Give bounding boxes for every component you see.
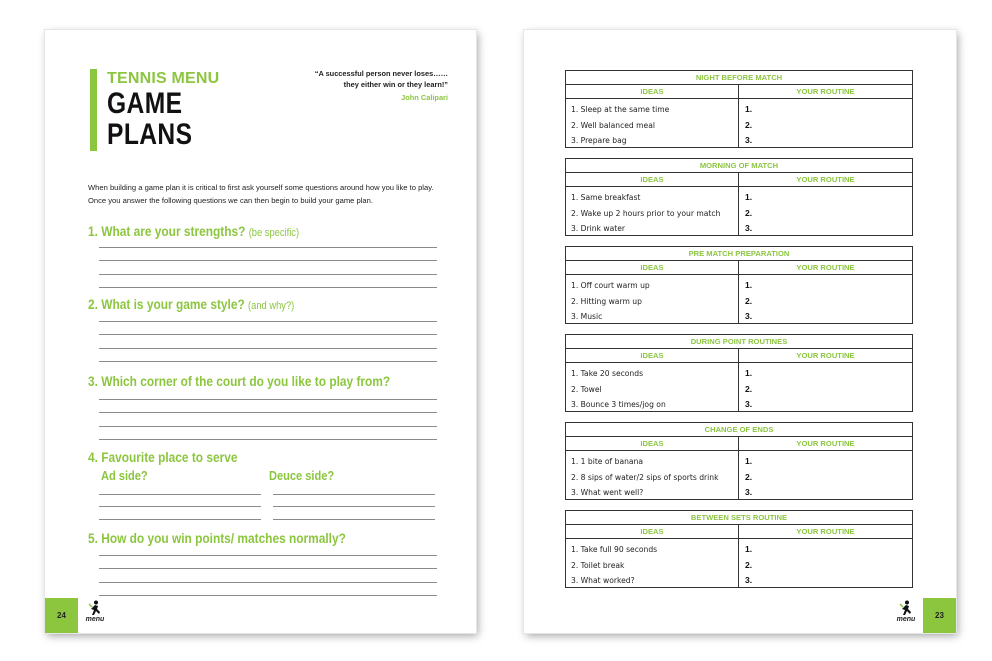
idea-item: 3. What went well? [571,488,644,497]
routine-title: PRE MATCH PREPARATION [566,247,912,261]
question-5-text: 5. How do you win points/ matches normally? [88,530,346,546]
routine-entry-number[interactable]: 1. [745,456,753,466]
ideas-list [566,363,739,411]
routine-title: DURING POINT ROUTINES [566,335,912,349]
routine-entry-number[interactable]: 3. [745,223,753,233]
tennis-menu-logo [894,600,918,623]
answer-lines-1[interactable] [99,234,437,288]
your-routine-header: YOUR ROUTINE [796,175,855,184]
idea-item: 1. Sleep at the same time [571,105,670,114]
ideas-header: IDEAS [566,173,739,186]
routine-table [565,334,913,412]
routine-column-headers [566,173,912,187]
tennis-player-logo-icon [899,600,913,616]
idea-item: 1. Off court warm up [571,281,650,290]
idea-item: 1. 1 bite of banana [571,457,644,466]
your-routine-header: YOUR ROUTINE [796,439,855,448]
deuce-side-lines[interactable] [273,482,435,520]
page-number-box: 24 [45,598,78,633]
routine-body [566,99,912,147]
routine-title: MORNING OF MATCH [566,159,912,173]
routine-entry-number[interactable]: 1. [745,544,753,554]
routine-entry-number[interactable]: 1. [745,368,753,378]
ideas-header: IDEAS [566,261,739,274]
ad-side-label: Ad side? [101,468,148,483]
idea-item: 2. 8 sips of water/2 sips of sports drink [571,472,719,482]
routine-title: CHANGE OF ENDS [566,423,912,437]
routine-table [565,70,913,148]
routine-column-headers [566,261,912,275]
routine-entry-number[interactable]: 3. [745,135,753,145]
your-routine-entries[interactable] [739,275,912,323]
question-4-text: 4. Favourite place to serve [88,449,238,465]
your-routine-entries[interactable] [739,187,912,235]
your-routine-entries[interactable] [739,363,912,411]
logo-word: menu [896,616,916,623]
intro-paragraph: When building a game plan it is critical to first ask yourself some questions around how you like to play. Once you answer the following questions we can then begin to build your game plan. [88,183,434,205]
routine-entry-number[interactable]: 3. [745,311,753,321]
routine-entry-number[interactable]: 2. [745,295,753,306]
idea-item: 2. Hitting warm up [571,296,642,306]
ideas-list [566,99,739,147]
left-page [45,30,476,633]
ideas-list [566,187,739,235]
routine-column-headers [566,437,912,451]
deuce-side-label: Deuce side? [269,468,335,483]
routine-column-headers [566,85,912,99]
your-routine-header: YOUR ROUTINE [796,87,855,96]
question-2-text: 2. What is your game style? [88,296,245,312]
routine-entry-number[interactable]: 3. [745,575,753,585]
routine-column-headers [566,349,912,363]
ad-side-lines[interactable] [99,482,261,520]
idea-item: 2. Toilet break [571,560,625,570]
routine-entry-number[interactable]: 2. [745,471,753,482]
idea-item: 3. Prepare bag [571,136,627,145]
routine-entry-number[interactable]: 1. [745,192,753,202]
quote-line2: they either win or they learn!” [343,80,448,89]
routine-entry-number[interactable]: 1. [745,280,753,290]
question-2-note: (and why?) [248,300,295,312]
page-title-line2: PLANS [107,118,193,151]
answer-lines-5[interactable] [99,542,437,596]
routine-entry-number[interactable]: 3. [745,487,753,497]
routine-body [566,363,912,411]
routine-entry-number[interactable]: 2. [745,119,753,130]
routine-title: BETWEEN SETS ROUTINE [566,511,912,525]
quote-author: John Calipari [401,93,448,102]
routine-entry-number[interactable]: 2. [745,207,753,218]
routine-entry-number[interactable]: 3. [745,399,753,409]
routine-table [565,158,913,236]
routine-body [566,451,912,499]
page-number-box: 23 [923,598,956,633]
quote-line1: “A successful person never loses…… [314,69,448,78]
page-title-line1: GAME [107,87,183,120]
answer-lines-2[interactable] [99,308,437,362]
idea-item: 2. Well balanced meal [571,120,655,130]
routine-entry-number[interactable]: 1. [745,104,753,114]
routine-body [566,187,912,235]
routine-table [565,422,913,500]
idea-item: 2. Towel [571,384,602,394]
idea-item: 1. Take 20 seconds [571,369,644,378]
ideas-list [566,451,739,499]
routine-table [565,246,913,324]
ideas-header: IDEAS [566,349,739,362]
idea-item: 3. Music [571,312,603,321]
question-1-note: (be specific) [248,227,300,239]
brand-label: TENNIS MENU [107,70,220,87]
your-routine-header: YOUR ROUTINE [796,351,855,360]
routine-entry-number[interactable]: 2. [745,559,753,570]
logo-word: menu [85,616,105,623]
routine-body [566,539,912,587]
question-4 [88,449,237,465]
title-accent-bar [90,69,97,151]
question-1-text: 1. What are your strengths? [88,223,246,239]
idea-item: 2. Wake up 2 hours prior to your match [571,208,721,218]
answer-lines-3[interactable] [99,386,437,440]
your-routine-entries[interactable] [739,451,912,499]
your-routine-header: YOUR ROUTINE [796,527,855,536]
routine-table [565,510,913,588]
ideas-header: IDEAS [566,437,739,450]
idea-item: 3. Bounce 3 times/jog on [571,400,666,409]
right-page [524,30,956,633]
idea-item: 1. Take full 90 seconds [571,545,658,554]
idea-item: 3. What worked? [571,576,635,585]
your-routine-entries[interactable] [739,99,912,147]
your-routine-entries[interactable] [739,539,912,587]
tennis-player-logo-icon [88,600,102,616]
tennis-menu-logo [83,600,107,623]
quote-block [268,68,448,103]
ideas-header: IDEAS [566,85,739,98]
idea-item: 3. Drink water [571,224,625,233]
routine-column-headers [566,525,912,539]
routine-entry-number[interactable]: 2. [745,383,753,394]
idea-item: 1. Same breakfast [571,193,641,202]
routine-title: NIGHT BEFORE MATCH [566,71,912,85]
ideas-header: IDEAS [566,525,739,538]
ideas-list [566,275,739,323]
ideas-list [566,539,739,587]
routine-body [566,275,912,323]
question-3-text: 3. Which corner of the court do you like to play from? [88,373,391,389]
your-routine-header: YOUR ROUTINE [796,263,855,272]
